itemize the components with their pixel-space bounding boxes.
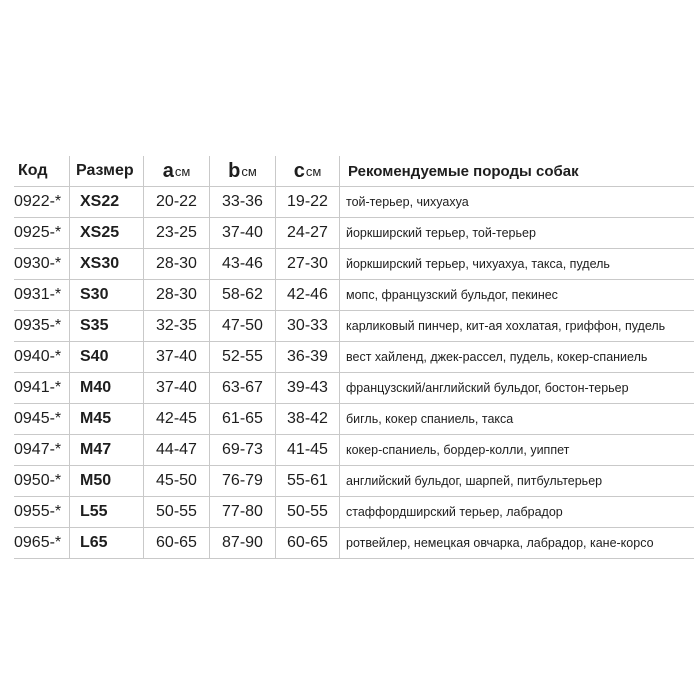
cell-code: 0940-* [14, 342, 70, 372]
cell-size: XS30 [70, 249, 144, 279]
cell-breeds: мопс, французский бульдог, пекинес [346, 288, 558, 302]
cell-size: L55 [70, 497, 144, 527]
cell-breeds: французский/английский бульдог, бостон-терьер [346, 381, 629, 395]
header-b [210, 156, 276, 186]
table-row [14, 311, 694, 342]
cell-a: 44-47 [144, 435, 210, 465]
cell-a: 60-65 [144, 528, 210, 558]
cell-breeds: вест хайленд, джек-рассел, пудель, кокер-спаниель [346, 350, 648, 364]
cell-breeds: стаффордширский терьер, лабрадор [346, 505, 563, 519]
cell-b: 76-79 [210, 466, 276, 496]
cell-code: 0925-* [14, 218, 70, 248]
cell-c: 60-65 [276, 528, 340, 558]
header-b-unit: см [241, 163, 257, 179]
cell-code: 0931-* [14, 280, 70, 310]
header-b-letter: b [228, 159, 241, 182]
cell-breeds: бигль, кокер спаниель, такса [346, 412, 514, 426]
cell-c: 42-46 [276, 280, 340, 310]
cell-code: 0945-* [14, 404, 70, 434]
cell-code: 0930-* [14, 249, 70, 279]
cell-b: 33-36 [210, 187, 276, 217]
table-row [14, 187, 694, 218]
cell-c: 19-22 [276, 187, 340, 217]
header-code: Код [14, 156, 70, 186]
cell-b: 47-50 [210, 311, 276, 341]
cell-code: 0950-* [14, 466, 70, 496]
cell-b: 52-55 [210, 342, 276, 372]
header-c [276, 156, 340, 186]
table-row [14, 249, 694, 280]
header-a-unit: см [174, 163, 191, 179]
cell-c: 39-43 [276, 373, 340, 403]
table-row [14, 466, 694, 497]
cell-code: 0935-* [14, 311, 70, 341]
table-row [14, 342, 694, 373]
cell-breeds: йоркширский терьер, той-терьер [346, 226, 536, 240]
cell-size: L65 [70, 528, 144, 558]
cell-b: 37-40 [210, 218, 276, 248]
cell-code: 0947-* [14, 435, 70, 465]
cell-b: 77-80 [210, 497, 276, 527]
cell-b: 61-65 [210, 404, 276, 434]
table-row [14, 373, 694, 404]
cell-size: M47 [70, 435, 144, 465]
cell-c: 41-45 [276, 435, 340, 465]
cell-c: 55-61 [276, 466, 340, 496]
cell-breeds: йоркширский терьер, чихуахуа, такса, пудель [346, 257, 610, 271]
table-body [14, 187, 694, 559]
cell-breeds: карликовый пинчер, кит-ая хохлатая, гриффон, пудель [346, 319, 666, 333]
table-row [14, 218, 694, 249]
table-row [14, 280, 694, 311]
cell-code: 0955-* [14, 497, 70, 527]
cell-c: 50-55 [276, 497, 340, 527]
cell-code: 0965-* [14, 528, 70, 558]
cell-a: 50-55 [144, 497, 210, 527]
cell-size: M45 [70, 404, 144, 434]
cell-c: 36-39 [276, 342, 340, 372]
cell-code: 0922-* [14, 187, 70, 217]
table-row [14, 528, 694, 559]
cell-a: 42-45 [144, 404, 210, 434]
cell-a: 28-30 [144, 249, 210, 279]
cell-size: XS25 [70, 218, 144, 248]
header-a [144, 156, 210, 186]
cell-breeds: английский бульдог, шарпей, питбультерьер [346, 474, 603, 488]
cell-breeds: кокер-спаниель, бордер-колли, уиппет [346, 443, 570, 457]
cell-b: 43-46 [210, 249, 276, 279]
cell-size: S40 [70, 342, 144, 372]
cell-size: XS22 [70, 187, 144, 217]
cell-b: 69-73 [210, 435, 276, 465]
cell-c: 27-30 [276, 249, 340, 279]
table-row [14, 435, 694, 466]
cell-a: 20-22 [144, 187, 210, 217]
table-header-row [14, 156, 694, 187]
cell-c: 30-33 [276, 311, 340, 341]
header-c-letter: c [293, 159, 305, 182]
header-c-unit: см [305, 163, 322, 179]
cell-code: 0941-* [14, 373, 70, 403]
cell-size: S35 [70, 311, 144, 341]
cell-a: 28-30 [144, 280, 210, 310]
cell-a: 37-40 [144, 342, 210, 372]
cell-a: 45-50 [144, 466, 210, 496]
cell-c: 24-27 [276, 218, 340, 248]
header-a-letter: a [162, 159, 174, 182]
header-breeds: Рекомендуемые породы собак [348, 162, 579, 180]
cell-b: 58-62 [210, 280, 276, 310]
table-row [14, 497, 694, 528]
cell-b: 63-67 [210, 373, 276, 403]
cell-b: 87-90 [210, 528, 276, 558]
size-table [14, 156, 694, 559]
table-row [14, 404, 694, 435]
cell-c: 38-42 [276, 404, 340, 434]
cell-size: M50 [70, 466, 144, 496]
header-size: Размер [70, 156, 144, 186]
cell-a: 23-25 [144, 218, 210, 248]
cell-size: S30 [70, 280, 144, 310]
cell-a: 37-40 [144, 373, 210, 403]
cell-a: 32-35 [144, 311, 210, 341]
cell-breeds: той-терьер, чихуахуа [346, 195, 469, 209]
cell-size: M40 [70, 373, 144, 403]
cell-breeds: ротвейлер, немецкая овчарка, лабрадор, кане-корсо [346, 536, 654, 550]
